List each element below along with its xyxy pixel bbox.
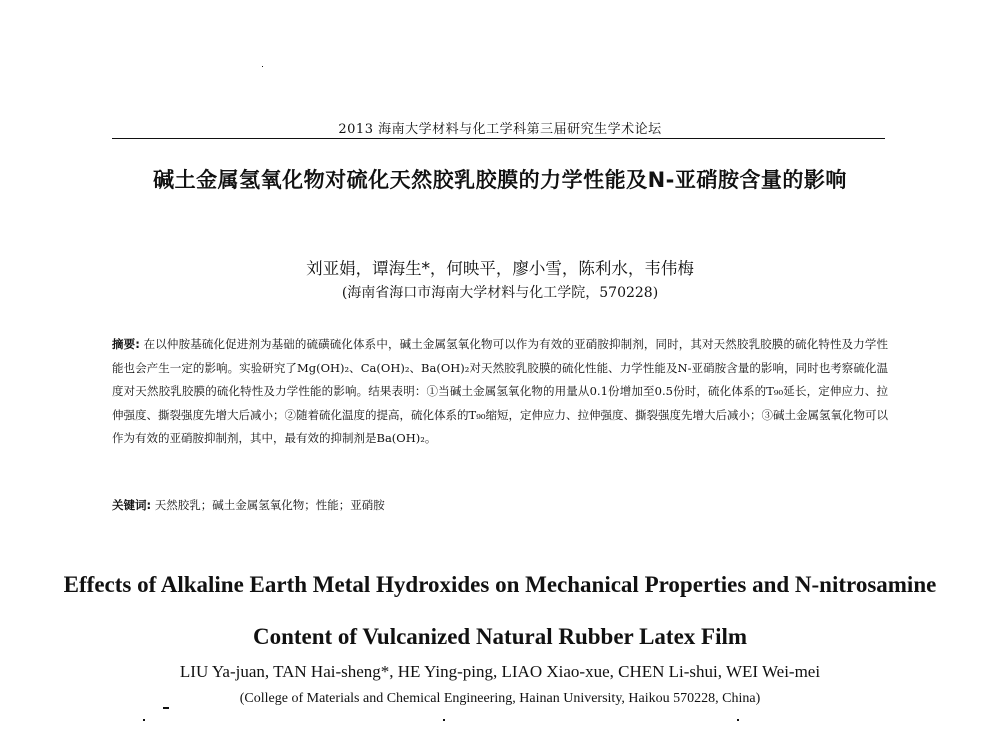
keywords-label: 关键词:: [112, 498, 152, 512]
authors-chinese: 刘亚娟，谭海生*，何映平，廖小雪，陈利水，韦伟梅: [306, 259, 694, 278]
affiliation-english: (College of Materials and Chemical Engineering, Hainan University, Haikou 570228, China): [239, 691, 761, 706]
abstract-chinese: [112, 333, 888, 451]
title-chinese: 碱土金属氢氧化物对硫化天然胶乳胶膜的力学性能及N-亚硝胺含量的影响: [153, 168, 847, 192]
affiliation-chinese: (海南省海口市海南大学材料与化工学院，570228): [341, 285, 659, 301]
authors-english: LIU Ya-juan, TAN Hai-sheng*, HE Ying-ping, LIAO Xiao-xue, CHEN Li-shui, WEI Wei-mei: [179, 662, 821, 681]
scan-mark: [443, 719, 445, 721]
abstract-label: 摘要:: [112, 337, 140, 351]
keywords-chinese: [112, 497, 888, 513]
scan-mark: [737, 719, 739, 721]
scan-mark: [163, 707, 169, 709]
title-english: Effects of Alkaline Earth Metal Hydroxides on Mechanical Properties and N-nitrosamine Content of Vulcanized Natural Rubber Latex Film: [63, 572, 937, 649]
scan-mark: [262, 66, 263, 67]
abstract-text: 在以仲胺基硫化促进剂为基础的硫磺硫化体系中，碱土金属氢氧化物可以作为有效的亚硝胺抑制剂，同时，其对天然胶乳胶膜的硫化特性及力学性能也会产生一定的影响。实验研究了Mg(OH)₂、Ca(OH)₂、Ba(OH)₂对天然胶乳胶膜的硫化性能、力学性能及N-亚硝胺含量的影响，同时也考察硫化温度对天然胶乳胶膜的硫化特性及力学性能的影响。结果表明：①当碱土金属氢氧化物的用量从0.1份增加至0.5份时，硫化体系的T₉₀延长，定伸应力、拉伸强度、撕裂强度先增大后减小；②随着硫化温度的提高，硫化体系的T₉₀缩短，定伸应力、拉伸强度、撕裂强度先增大后减小；③碱土金属氢氧化物可以作为有效的亚硝胺抑制剂，其中，最有效的抑制剂是Ba(OH)₂。: [112, 337, 889, 445]
header-rule: [112, 138, 885, 139]
keywords-text: 天然胶乳；碱土金属氢氧化物；性能；亚硝胺: [154, 498, 385, 512]
scan-mark: [143, 719, 145, 721]
forum-header: 2013 海南大学材料与化工学科第三届研究生学术论坛: [338, 122, 662, 137]
